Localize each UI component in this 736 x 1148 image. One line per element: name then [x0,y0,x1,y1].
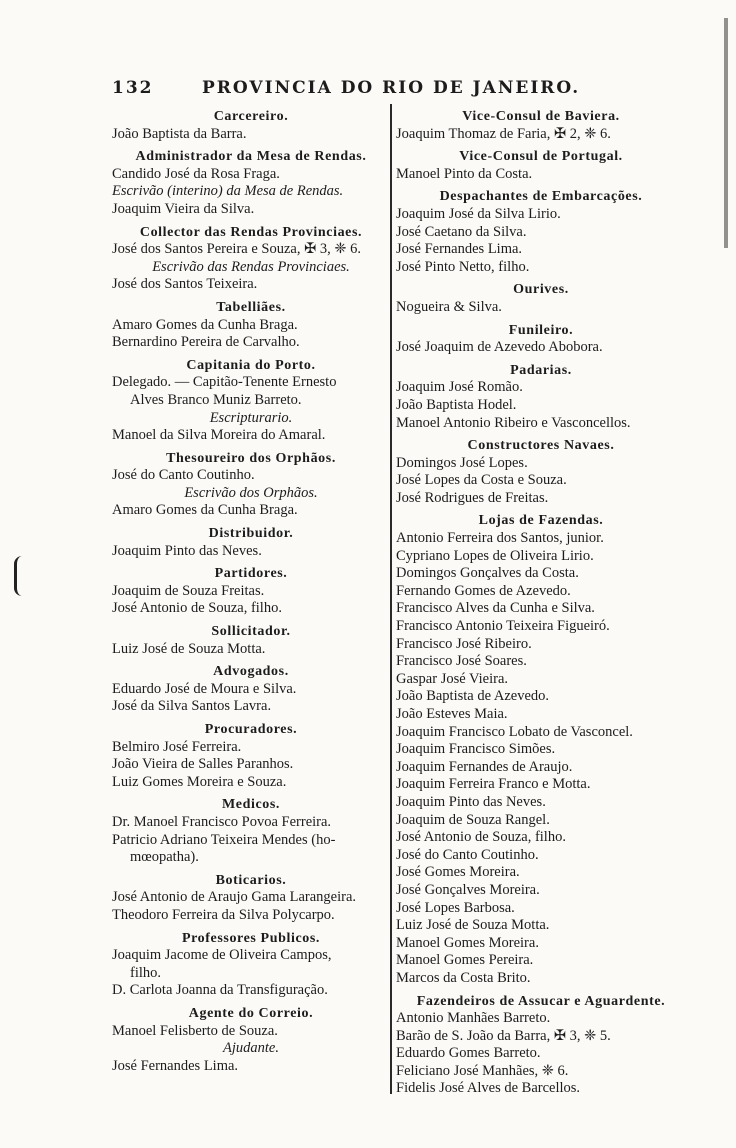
section-heading: Capitania do Porto. [186,357,316,373]
section-heading: Distribuidor. [208,526,294,542]
entry-continuation: mœopatha). [130,849,199,866]
section-heading: Procuradores. [204,722,298,737]
section-heading: Vice-Consul de Baviera. [462,109,620,124]
entry-line: José Rodrigues de Freitas. [396,489,549,506]
column-divider [390,104,392,1094]
entry-line: D. Carlota Joanna da Transfiguração. [112,982,328,999]
section-heading: Agente do Correio. [188,1005,314,1021]
entry-line: Antonio Ferreira dos Santos, junior. [396,530,604,547]
entry-line: José Antonio de Araujo Gama Larangeira. [112,889,357,906]
entry-line: Delegado. — Capitão-Tenente Ernesto [112,374,337,391]
entry-line: José do Canto Coutinho. [396,846,539,863]
role-label: Escrivão das Rendas Provinciaes. [152,258,350,275]
section-heading: Professores Publicos. [181,930,321,946]
entry-line: José do Canto Coutinho. [112,467,255,484]
entry-line: Manoel da Silva Moreira do Amaral. [112,427,326,444]
entry-line: Joaquim Jacome de Oliveira Campos, [112,947,332,964]
entry-line: Theodoro Ferreira da Silva Polycarpo. [112,906,335,923]
section-heading: Despachantes de Embarcações. [439,189,643,205]
section-heading: Thesoureiro dos Orphãos. [166,450,336,466]
entry-line: Joaquim Francisco Lobato de Vasconcel. [396,723,633,740]
entry-continuation: Alves Branco Muniz Barreto. [130,391,302,408]
entry-line: Joaquim Pinto das Neves. [396,793,546,810]
section-heading: Partidores. [214,566,288,582]
entry-line: José Fernandes Lima. [112,1057,239,1074]
section-heading: Lojas de Fazendas. [478,513,604,529]
entry-line: José dos Santos Pereira e Souza, ✠ 3, ❈ 6. [112,241,362,258]
entry-line: João Esteves Maia. [396,706,508,722]
entry-line: Marcos da Costa Brito. [396,969,531,986]
section-heading: Padarias. [510,362,572,378]
entry-line: Manoel Felisberto de Souza. [112,1022,278,1039]
entry-line: Eduardo Gomes Barreto. [396,1045,541,1062]
entry-line: Francisco Antonio Teixeira Figueiró. [396,618,610,635]
page-title: PROVINCIA DO RIO DE JANEIRO. [202,78,581,98]
entry-line: José Caetano da Silva. [396,223,527,240]
section-heading: Constructores Navaes. [467,438,615,454]
entry-line: Luiz José de Souza Motta. [112,640,266,657]
entry-line: Luiz Gomes Moreira e Souza. [112,773,287,790]
section-heading: Tabelliães. [216,299,286,315]
entry-line: Fidelis José Alves de Barcellos. [396,1080,581,1097]
entry-line: José Lopes da Costa e Souza. [396,472,567,489]
entry-line: Manoel Gomes Moreira. [396,934,539,951]
section-heading: Vice-Consul de Portugal. [459,149,623,165]
entry-line: João Vieira de Salles Paranhos. [112,756,294,773]
entry-line: José dos Santos Teixeira. [112,276,258,293]
section-heading: Administrador da Mesa de Rendas. [135,149,367,165]
entry-line: Nogueira & Silva. [396,298,502,315]
entry-line: Joaquim José Romão. [396,379,523,396]
entry-line: Amaro Gomes da Cunha Braga. [112,502,298,519]
role-label: Ajudante. [223,1040,279,1057]
entry-line: Feliciano José Manhães, ❈ 6. [396,1062,569,1079]
entry-line: Joaquim Ferreira Franco e Motta. [396,776,591,793]
entry-continuation: filho. [130,964,162,981]
entry-line: Bernardino Pereira de Carvalho. [112,334,300,351]
entry-line: José Fernandes Lima. [396,241,523,258]
entry-line: Manoel Pinto da Costa. [396,165,533,182]
entry-line: Eduardo José de Moura e Silva. [112,680,297,697]
right-column [396,108,686,1098]
entry-line: Joaquim Francisco Simões. [396,741,556,758]
entry-line: Francisco José Ribeiro. [396,635,532,652]
entry-line: Fernando Gomes de Azevedo. [396,582,571,599]
entry-line: Candido José da Rosa Fraga. [112,165,280,182]
entry-line: Domingos Gonçalves da Costa. [396,565,579,582]
entry-line: João Baptista de Azevedo. [396,688,550,705]
entry-line: José Gonçalves Moreira. [396,881,540,898]
entry-line: Joaquim José da Silva Lirio. [396,205,561,222]
entry-line: José da Silva Santos Lavra. [112,698,272,715]
section-heading: Carcereiro. [213,109,289,124]
page-header [112,78,672,104]
section-heading: Funileiro. [508,322,574,338]
section-heading: Advogados. [213,664,289,680]
entry-line: Antonio Manhães Barreto. [396,1010,551,1027]
left-column [112,108,390,1075]
entry-line: José Antonio de Souza, filho. [396,829,566,846]
role-label: Escrivão (interino) da Mesa de Rendas. [112,183,344,200]
entry-line: José Antonio de Souza, filho. [112,600,282,617]
section-heading: Sollicitador. [211,624,291,640]
margin-bracket-mark [14,556,27,596]
section-heading: Medicos. [221,797,281,813]
entry-line: Joaquim Thomaz de Faria, ✠ 2, ❈ 6. [396,125,611,142]
entry-line: José Joaquim de Azevedo Abobora. [396,339,603,356]
entry-line: Amaro Gomes da Cunha Braga. [112,316,298,333]
page-number: 132 [112,78,154,98]
entry-line: Belmiro José Ferreira. [112,738,242,755]
entry-line: João Baptista da Barra. [112,125,247,142]
section-heading: Ourives. [513,282,569,298]
entry-line: Joaquim Fernandes de Araujo. [396,758,573,775]
section-heading: Fazendeiros de Assucar e Aguardente. [416,993,666,1009]
entry-line: Joaquim de Souza Rangel. [396,811,550,828]
role-label: Escrivão dos Orphãos. [184,484,318,501]
entry-line: Francisco José Soares. [396,653,527,670]
entry-line: Joaquim de Souza Freitas. [112,582,265,599]
section-heading: Boticarios. [215,872,287,888]
entry-line: Joaquim Pinto das Neves. [112,542,262,559]
entry-line: Luiz José de Souza Motta. [396,917,550,934]
page-edge-mark [724,18,728,248]
section-heading: Collector das Rendas Provinciaes. [139,224,363,240]
entry-line: Francisco Alves da Cunha e Silva. [396,600,595,617]
entry-line: Domingos José Lopes. [396,454,528,471]
entry-line: Barão de S. João da Barra, ✠ 3, ❈ 5. [396,1027,611,1044]
entry-line: José Lopes Barbosa. [396,899,515,916]
entry-line: Joaquim Vieira da Silva. [112,200,255,217]
entry-line: José Pinto Netto, filho. [396,258,530,275]
entry-line: José Gomes Moreira. [396,864,520,881]
entry-line: Patricio Adriano Teixeira Mendes (ho- [112,831,336,848]
entry-line: Gaspar José Vieira. [396,670,509,687]
entry-line: Dr. Manoel Francisco Povoa Ferreira. [112,813,332,830]
entry-line: Manoel Gomes Pereira. [396,952,534,969]
entry-line: Cypriano Lopes de Oliveira Lirio. [396,547,594,564]
role-label: Escripturario. [209,409,293,426]
entry-line: Manoel Antonio Ribeiro e Vasconcellos. [396,414,631,431]
entry-line: João Baptista Hodel. [396,396,517,413]
